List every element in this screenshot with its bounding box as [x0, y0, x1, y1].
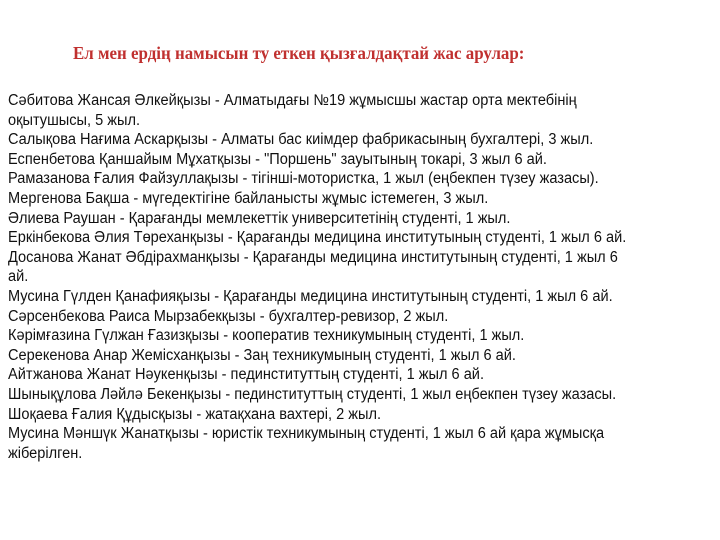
list-line: Мергенова Бақша - мүгедектігіне байланысты жұмыс істемеген, 3 жыл.	[8, 189, 489, 207]
list-line: Еспенбетова Қаншайым Мұхатқызы - "Поршень" зауытының токарі, 3 жыл 6 ай.	[8, 150, 547, 168]
list-line: Серекенова Анар Жемісханқызы - Заң техникумының студенті, 1 жыл 6 ай.	[8, 346, 516, 364]
list-line: Шоқаева Ғалия Құдысқызы - жатақхана вахтері, 2 жыл.	[8, 405, 382, 423]
page-title: Ел мен ердің намысын ту еткен қызғалдақтай жас арулар:	[73, 43, 525, 63]
list-line: Айтжанова Жанат Нәукенқызы - пединституттың студенті, 1 жыл 6 ай.	[8, 366, 484, 384]
list-line: Мусина Мәншүк Жанатқызы - юристік техникумының студенті, 1 жыл 6 ай қара жұмысқа	[8, 425, 605, 443]
list-line: оқытушысы, 5 жыл.	[8, 111, 141, 129]
list-line: Кәрімғазина Гүлжан Ғазизқызы - кооператив техникумының студенті, 1 жыл.	[8, 327, 525, 345]
list-line: Рамазанова Ғалия Файзуллақызы - тігінші-мотористка, 1 жыл (еңбекпен түзеу жазасы).	[8, 170, 599, 188]
list-line: Мусина Гүлден Қанафияқызы - Қарағанды медицина институтының студенті, 1 жыл 6 ай.	[8, 287, 613, 305]
list-line: Шынықұлова Ләйлә Бекенқызы - пединституттың студенті, 1 жыл еңбекпен түзеу жазасы.	[8, 385, 617, 403]
list-line: Әлиева Раушан - Қарағанды мемлекеттік университетінің студенті, 1 жыл.	[8, 209, 511, 227]
women-list	[8, 91, 666, 463]
list-line: Салықова Нағима Аскарқызы - Алматы бас киімдер фабрикасының бухгалтері, 3 жыл.	[8, 131, 594, 149]
list-line: Еркінбекова Әлия Төреханқызы - Қарағанды медицина институтының студенті, 1 жыл 6 ай.	[8, 229, 627, 247]
list-line: ай.	[8, 268, 29, 286]
list-line: Досанова Жанат Әбдірахманқызы - Қарағанды медицина институтының студенті, 1 жыл 6	[8, 248, 618, 266]
list-line: Сәбитова Жансая Әлкейқызы - Алматыдағы №19 жұмысшы жастар орта мектебінің	[8, 92, 577, 109]
list-line: Сәрсенбекова Раиса Мырзабекқызы - бухгалтер-ревизор, 2 жыл.	[8, 307, 449, 325]
list-line: жіберілген.	[8, 444, 83, 462]
